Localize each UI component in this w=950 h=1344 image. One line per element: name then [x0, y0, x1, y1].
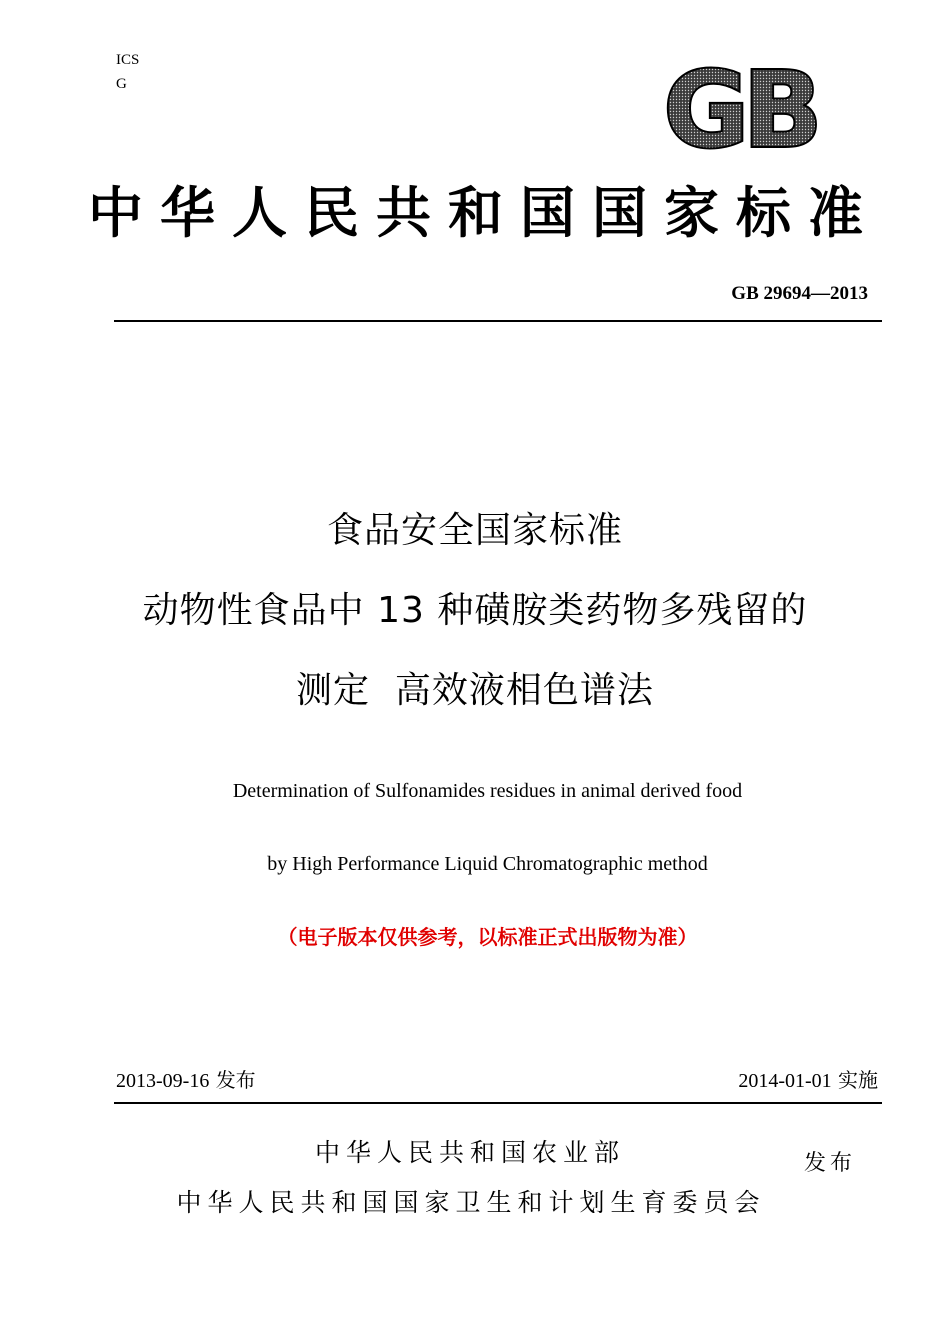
issuer-ministry-agriculture: 中华人民共和国农业部: [314, 1138, 625, 1167]
gb-logo: [648, 56, 832, 154]
en-title-line2: by High Performance Liquid Chromatographic method: [267, 853, 708, 875]
national-standard-title: 中华人民共和国国家标准: [87, 181, 880, 245]
issuer-health-commission: 中华人民共和国国家卫生和计划生育委员会: [176, 1188, 766, 1217]
ics-label: ICS: [116, 52, 140, 68]
effective-label: 实施: [838, 1068, 878, 1092]
effective-date: 2014-01-01: [738, 1070, 832, 1092]
cn-title-line3: 测定 高效液相色谱法: [296, 670, 654, 711]
ics-code-block: [116, 48, 139, 96]
en-title-line1: Determination of Sulfonamides residues in animal derived food: [232, 780, 743, 802]
cn-title-line1: 食品安全国家标准: [326, 510, 623, 551]
issue-date-block: [116, 1065, 256, 1096]
reference-notice: （电子版本仅供参考，以标准正式出版物为准）: [277, 925, 698, 949]
issue-date: 2013-09-16: [116, 1070, 210, 1092]
issue-label: 发布: [215, 1068, 256, 1092]
bottom-divider: [114, 1102, 882, 1104]
standard-number: GB 29694—2013: [731, 283, 868, 304]
effective-date-block: [738, 1065, 878, 1096]
top-divider: [114, 320, 882, 322]
cn-title-line2: 动物性食品中 13 种磺胺类药物多残留的: [142, 590, 808, 631]
publish-label: 发布: [804, 1151, 857, 1176]
category-code: G: [116, 76, 127, 92]
gb-logo-text: GB: [663, 56, 817, 154]
